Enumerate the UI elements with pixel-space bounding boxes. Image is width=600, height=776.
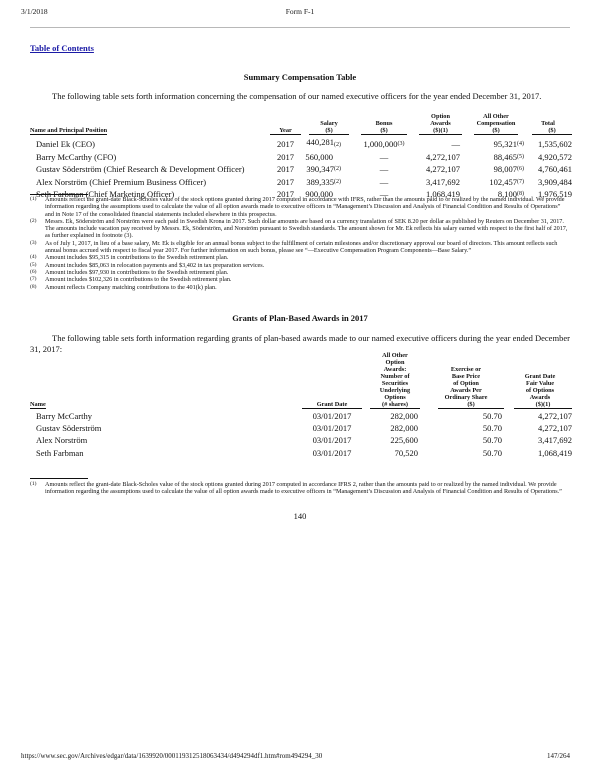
col-header-name: Name (30, 401, 46, 408)
cell-shares: 282,000 (390, 423, 418, 434)
footnote-text: Amount includes $85,063 in relocation payments and $3,402 in tax preparation services. (45, 261, 265, 269)
cell-year: 2017 (277, 188, 294, 199)
grants-intro: The following table sets forth information regarding grants of plan-based awards made to our named executive officers during the year ended December 31, 2017: (30, 333, 570, 354)
cell-name: Gustav Söderström (36, 423, 102, 434)
summary-row (30, 176, 572, 188)
col-header-all-other: All Other Compensation ($) (468, 113, 524, 136)
col-header-year: Year (270, 127, 301, 135)
cell-bonus: — (379, 176, 389, 187)
footnote-number: (5) (30, 261, 37, 268)
col-header-salary: Salary ($) (303, 113, 355, 136)
grants-title: Grants of Plan-Based Awards in 2017 (232, 313, 368, 323)
header-divider (30, 27, 570, 28)
grants-footnotes (30, 481, 570, 496)
cell-grant-date: 03/01/2017 (312, 423, 352, 434)
summary-intro: The following table sets forth information concerning the compensation of our named executive officers for the year ended December 31, 2017. (52, 91, 542, 101)
cell-name: Alex Norström (36, 435, 88, 446)
cell-name: Seth Farbman (Chief Marketing Officer) (36, 188, 175, 199)
footnote-number: (1) (30, 196, 37, 202)
cell-name: Daniel Ek (CEO) (36, 138, 96, 149)
footnote (30, 262, 570, 269)
footnote-number: (7) (30, 276, 37, 283)
footnote-text: As of July 1, 2017, in lieu of a base salary, Mr. Ek is eligible for an annual bonus subject to the fulfillment of certain milestones and/or discretionary approval our board of directors. This amount reflects such annual bonus accrued with respect to fiscal year 2017. For further information on such bonus, please see “—Executive Compensation Program Components—Base Salary.” (45, 239, 558, 255)
footnote-text: Amount includes $97,930 in contributions to the Swedish retirement plan. (45, 268, 229, 276)
cell-name: Gustav Söderström (Chief Research & Development Officer) (36, 164, 245, 175)
col-header-exercise-price: Exercise or Base Price of Option Awards Per Ordinary Share ($) (424, 352, 508, 410)
grants-row (30, 422, 572, 434)
cell-shares: 70,520 (394, 447, 418, 458)
cell-all-other: 98,007$^{(6)}$ (493, 164, 524, 175)
cell-exercise-price: 50.70 (482, 423, 502, 434)
cell-exercise-price: 50.70 (482, 435, 502, 446)
cell-name: Barry McCarthy (36, 411, 92, 421)
grants-table (30, 352, 572, 459)
footnote (30, 254, 570, 261)
cell-shares: 282,000 (390, 411, 418, 421)
print-title: Form F-1 (285, 7, 315, 16)
cell-salary: 560,000 (305, 152, 333, 163)
cell-fair-value: 1,068,419 (538, 447, 572, 458)
footnote-divider (30, 478, 88, 479)
summary-row (30, 151, 572, 163)
footnote-divider (30, 194, 88, 195)
grants-row (30, 410, 572, 422)
footnote-number: (1) (30, 481, 37, 487)
footnote (30, 196, 570, 218)
col-header-option-awards: Option Awards ($)(1) (413, 113, 468, 136)
cell-year: 2017 (277, 176, 294, 187)
print-date: 3/1/2018 (21, 7, 48, 16)
footnote (30, 481, 570, 496)
cell-year: 2017 (277, 152, 294, 163)
summary-row (30, 136, 572, 151)
col-header-total: Total ($) (524, 113, 572, 136)
summary-row (30, 163, 572, 175)
grants-header-row (30, 352, 572, 410)
cell-year: 2017 (277, 164, 294, 175)
cell-total: 4,920,572 (538, 152, 572, 163)
cell-salary: 900,000 (305, 188, 333, 199)
footnote (30, 284, 570, 291)
cell-option-awards: 4,272,107 (426, 164, 460, 175)
cell-fair-value: 4,272,107 (538, 411, 572, 421)
cell-all-other: 88,465$^{(5)}$ (493, 152, 524, 163)
col-header-name: Name and Principal Position (30, 127, 108, 134)
cell-all-other: 95,321$^{(4)}$ (493, 138, 524, 149)
cell-grant-date: 03/01/2017 (312, 447, 352, 458)
cell-option-awards: 3,417,692 (426, 176, 460, 187)
cell-fair-value: 4,272,107 (538, 423, 572, 434)
cell-all-other: 8,100$^{(8)}$ (497, 188, 524, 199)
cell-bonus: — (379, 164, 389, 175)
footnote-text: Amounts reflect the grant-date Black-Scholes value of the stock options granted during 2017 computed in accordance IFRS 2, rather than the amounts paid to or realized by the named individual. We provide information regarding the assumptions used to calculate the value of all option awards made to executive officers in “Management’s Discussion and Analysis of Financial Condition and Results of Operations.” (45, 481, 562, 496)
cell-year: 2017 (277, 138, 294, 149)
cell-grant-date: 03/01/2017 (312, 435, 352, 446)
cell-name: Barry McCarthy (CFO) (36, 152, 117, 163)
footnote-text: Amounts reflect the grant-date Black-Scholes value of the stock options granted during 2017 computed in accordance with IFRS, rather than the amounts paid to or realized by the named individual. We provide information regarding the assumptions used to calculate the value of all option awards made to executive officers in “Management’s Discussion and Analysis of Financial Condition and Results of Operations” and in Note 17 of the consolidated financial statements included elsewhere in this prospectus. (45, 196, 565, 218)
footnote-number: (2) (30, 217, 37, 224)
cell-shares: 225,600 (390, 435, 418, 446)
cell-salary: 389,335$^{(2)}$ (306, 176, 341, 187)
footnote-text: Amount includes $102,326 in contributions to the Swedish retirement plan. (45, 276, 232, 284)
cell-all-other: 102,457$^{(7)}$ (489, 176, 524, 187)
footnote-number: (3) (30, 239, 37, 246)
cell-total: 4,760,461 (538, 164, 572, 175)
footnote (30, 218, 570, 240)
cell-bonus: 1,000,000$^{(3)}$ (363, 138, 405, 149)
cell-option-awards: 1,068,419 (426, 188, 460, 199)
cell-option-awards: 4,272,107 (426, 152, 460, 163)
cell-exercise-price: 50.70 (482, 447, 502, 458)
print-page-count: 147/264 (547, 752, 570, 760)
summary-footnotes (30, 196, 570, 291)
cell-exercise-price: 50.70 (482, 411, 502, 421)
cell-salary: 390,347$^{(2)}$ (306, 164, 341, 175)
cell-name: Alex Norström (Chief Premium Business Officer) (36, 176, 207, 187)
cell-total: 1,535,602 (538, 138, 572, 149)
footnote-number: (6) (30, 268, 37, 275)
summary-compensation-table (30, 113, 572, 200)
footnote-number: (8) (30, 283, 37, 290)
footnote (30, 276, 570, 283)
grants-row (30, 434, 572, 446)
cell-grant-date: 03/01/2017 (312, 411, 352, 421)
summary-header-row (30, 113, 572, 136)
col-header-option-shares: All Other Option Awards: Number of Securities Underlying Options (# shares) (366, 352, 424, 410)
grants-row (30, 447, 572, 459)
cell-name: Seth Farbman (36, 447, 84, 458)
footnote-text: Amount reflects Company matching contributions to the 401(k) plan. (45, 283, 217, 291)
col-header-grant-date: Grant Date (302, 401, 362, 409)
footnote (30, 240, 570, 255)
summary-compensation-title: Summary Compensation Table (243, 72, 357, 82)
cell-option-awards: — (451, 138, 460, 149)
cell-total: 3,909,484 (538, 176, 572, 187)
print-url: https://www.sec.gov/Archives/edgar/data/1639920/000119312518063434/d494294df1.htm#rom494294_30 (21, 752, 323, 760)
page-number: 140 (293, 511, 307, 521)
footnote (30, 269, 570, 276)
cell-bonus: — (379, 152, 389, 163)
footnote-number: (4) (30, 254, 37, 261)
footnote-text: Amount includes $95,315 in contributions to the Swedish retirement plan. (45, 254, 229, 262)
cell-salary: $440,281_{(2)}$ (306, 137, 341, 148)
col-header-fair-value: Grant Date Fair Value of Options Awards ($)(1) (508, 352, 572, 410)
cell-bonus: — (379, 188, 389, 199)
col-header-bonus: Bonus ($) (355, 113, 413, 136)
footnote-text: Messrs. Ek, Söderström and Norström were each paid in Swedish Krona in 2017. Such dollar amounts are based on a currency translation of SEK 8.20 per dollar as published by Reuters on December 31, 2017. The amounts include vacation pay received by Messrs. Ek, Söderström, and Norström pursuant to Swedish standards. The amount shown for Mr. Ek reflects his salary earned with respect to the first half of 2017, as further explained in footnote (3). (45, 217, 568, 240)
table-of-contents-link[interactable]: Table of Contents (30, 43, 94, 53)
cell-fair-value: 3,417,692 (538, 435, 572, 446)
cell-total: 1,976,519 (538, 188, 572, 199)
